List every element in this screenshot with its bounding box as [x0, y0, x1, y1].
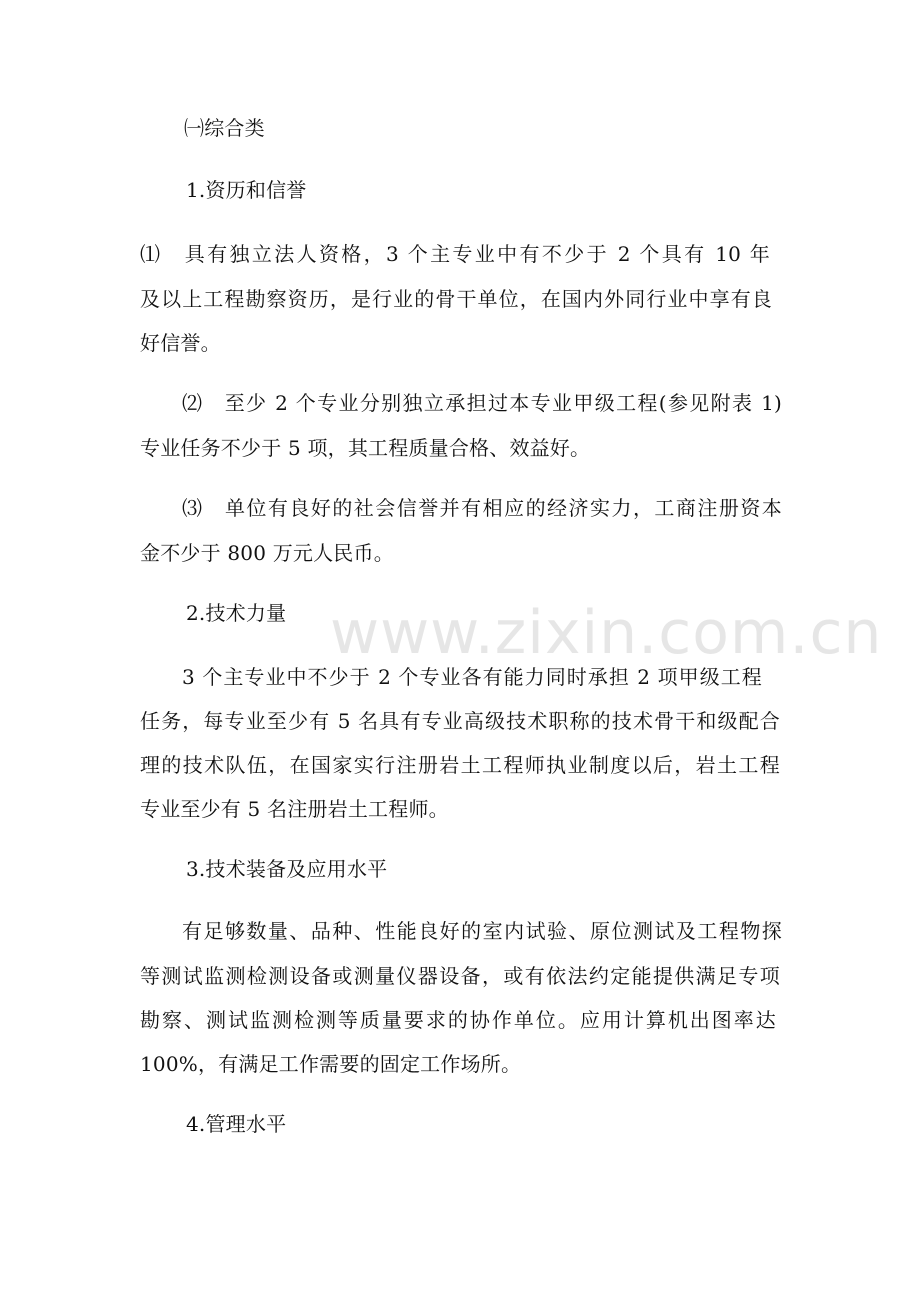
paragraph-5-line-1: 有足够数量、品种、性能良好的室内试验、原位测试及工程物探 — [182, 919, 782, 943]
watermark: www.zixin.com.cn — [330, 598, 883, 668]
heading-equipment: 3.技术装备及应用水平 — [186, 857, 388, 881]
paragraph-1-line-1: ⑴ 具有独立法人资格，3 个主专业中有不少于 2 个具有 10 年 — [140, 242, 770, 266]
paragraph-1-line-3: 好信誉。 — [140, 331, 221, 355]
section-heading-general: ㈠综合类 — [184, 116, 265, 140]
paragraph-5-line-2: 等测试监测检测设备或测量仪器设备，或有依法约定能提供满足专项 — [140, 964, 780, 988]
heading-management: 4.管理水平 — [186, 1112, 287, 1136]
paragraph-3-line-2: 金不少于 800 万元人民币。 — [140, 541, 394, 565]
paragraph-4-line-2: 任务，每专业至少有 5 名具有专业高级技术职称的技术骨干和级配合 — [140, 709, 780, 733]
paragraph-4-line-1: 3 个主专业中不少于 2 个专业各有能力同时承担 2 项甲级工程 — [182, 665, 762, 689]
heading-qualification: 1.资历和信誉 — [186, 178, 307, 202]
paragraph-1-line-2: 及以上工程勘察资历，是行业的骨干单位，在国内外同行业中享有良 — [140, 287, 772, 311]
paragraph-2-line-1: ⑵ 至少 2 个专业分别独立承担过本专业甲级工程(参见附表 1) — [182, 391, 782, 415]
heading-technical-force: 2.技术力量 — [186, 601, 287, 625]
paragraph-5-line-3: 勘察、测试监测检测等质量要求的协作单位。应用计算机出图率达 — [140, 1008, 776, 1032]
paragraph-5-line-4: 100%，有满足工作需要的固定工作场所。 — [140, 1052, 522, 1076]
paragraph-4-line-3: 理的技术队伍，在国家实行注册岩土工程师执业制度以后，岩土工程 — [140, 753, 780, 777]
paragraph-4-line-4: 专业至少有 5 名注册岩土工程师。 — [140, 797, 449, 821]
paragraph-3-line-1: ⑶ 单位有良好的社会信誉并有相应的经济实力，工商注册资本 — [182, 496, 782, 520]
paragraph-2-line-2: 专业任务不少于 5 项，其工程质量合格、效益好。 — [140, 436, 591, 460]
